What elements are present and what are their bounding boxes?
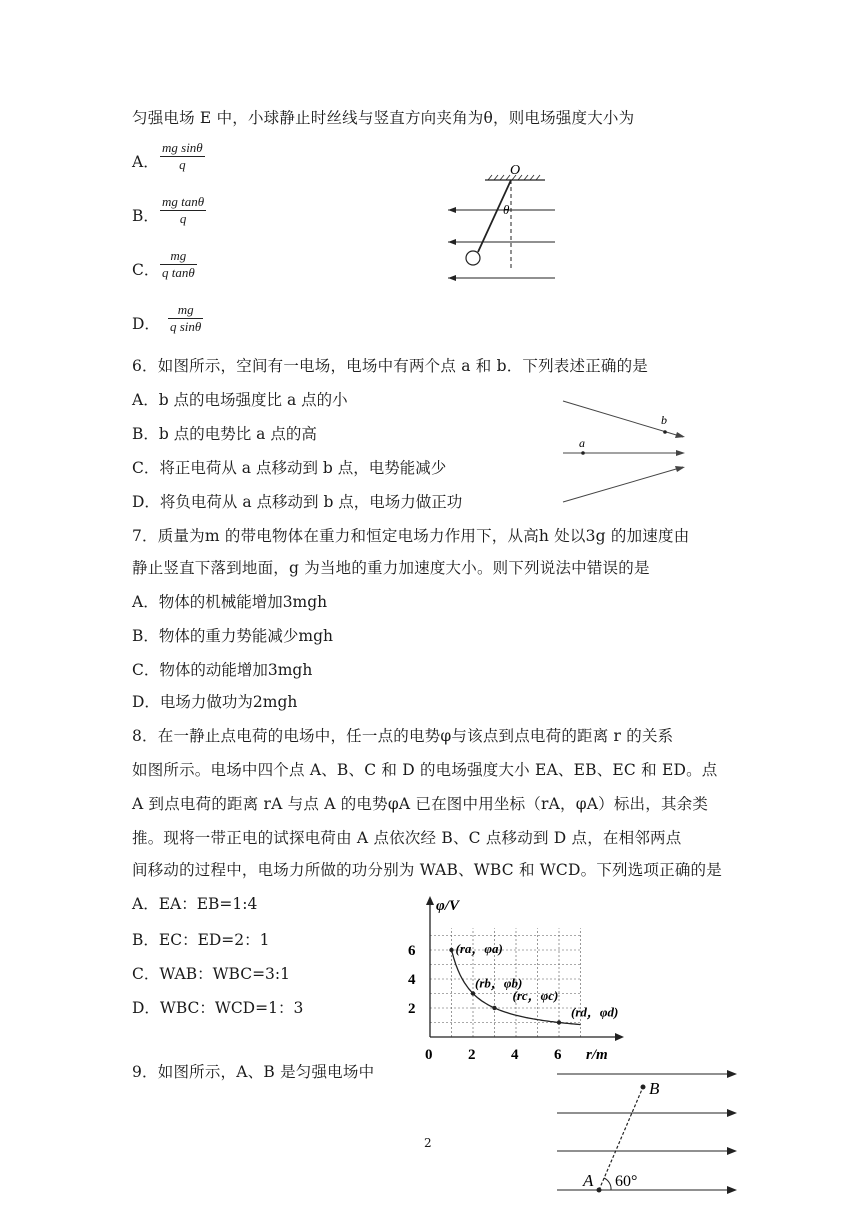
q8-option-b: B．EC：ED=2：1 xyxy=(132,931,270,949)
x-axis-arrow xyxy=(615,1033,624,1041)
data-point-label: (rb，φb) xyxy=(475,975,523,991)
q5-pendulum-figure xyxy=(440,160,570,290)
q9-field-figure xyxy=(555,1060,745,1212)
q6-field-line-bottom xyxy=(563,467,683,502)
q5-option-c-numerator: mg xyxy=(160,248,197,265)
q6-stem: 6．如图所示，空间有一电场，电场中有两个点 a 和 b．下列表述正确的是 xyxy=(132,357,649,375)
q8-stem-line1: 8．在一静止点电荷的电场中，任一点的电势φ与该点到点电荷的距离 r 的关系 xyxy=(132,727,674,745)
q9-arrow-4 xyxy=(727,1186,737,1194)
q5-option-d-numerator: mg xyxy=(168,302,203,319)
q5-option-a-denominator: q xyxy=(179,157,186,172)
point-a-label: a xyxy=(579,436,585,450)
data-point xyxy=(492,1006,496,1010)
x-tick-label: 2 xyxy=(468,1047,476,1063)
q6-option-b: B．b 点的电势比 a 点的高 xyxy=(132,425,317,443)
q5-option-c-label: C． xyxy=(132,261,160,279)
q5-option-a-numerator: mg sinθ xyxy=(162,140,203,155)
y-axis-arrow xyxy=(426,896,434,905)
q9-arrow-2 xyxy=(727,1109,737,1117)
field-arrow-2 xyxy=(448,239,456,245)
q8-potential-chart xyxy=(400,892,640,1070)
q5-option-a-label: A． xyxy=(132,153,159,171)
q8-stem-line2: 如图所示。电场中四个点 A、B、C 和 D 的电场强度大小 EA、EB、EC 和 ED。点 xyxy=(132,761,718,779)
point-b-dot xyxy=(663,430,667,434)
q5-option-d-denominator: q sinθ xyxy=(170,319,202,334)
q7-option-d: D．电场力做功为2mgh xyxy=(132,693,298,711)
x-tick-label: 4 xyxy=(511,1047,519,1063)
field-arrow-3 xyxy=(448,275,456,281)
y-tick-label: 2 xyxy=(408,1001,416,1017)
point-b-dot xyxy=(641,1085,646,1090)
ball-circle xyxy=(466,251,480,265)
y-tick-label: 4 xyxy=(408,972,416,988)
q7-option-a: A．物体的机械能增加3mgh xyxy=(132,593,328,611)
angle-label: θ xyxy=(503,202,510,217)
q9-arrow-3 xyxy=(727,1147,737,1155)
point-a-label: A xyxy=(583,1171,594,1190)
q5-option-b-fraction xyxy=(160,194,206,227)
q5-option-b-label: B． xyxy=(132,207,159,225)
data-point-label: (rd，φd) xyxy=(571,1004,619,1020)
q5-stem: 匀强电场 E 中，小球静止时丝线与竖直方向夹角为θ，则电场强度大小为 xyxy=(132,109,635,127)
q5-option-c-fraction xyxy=(160,248,197,281)
q6-option-d: D．将负电荷从 a 点移动到 b 点，电场力做正功 xyxy=(132,493,463,511)
q9-stem: 9．如图所示，A、B 是匀强电场中 xyxy=(132,1063,375,1081)
q8-option-a: A．EA：EB=1:4 xyxy=(132,895,258,913)
q8-stem-line4: 推。现将一带正电的试探电荷由 A 点依次经 B、C 点移动到 D 点，在相邻两点 xyxy=(132,829,682,847)
angle-arc xyxy=(604,1178,611,1190)
q7-stem-line1: 7．质量为m 的带电物体在重力和恒定电场力作用下，从高h 处以3g 的加速度由 xyxy=(132,527,690,545)
q9-arrow-1 xyxy=(727,1070,737,1078)
point-a-dot xyxy=(597,1188,602,1193)
q7-option-b: B．物体的重力势能减少mgh xyxy=(132,627,333,645)
q7-stem-line2: 静止竖直下落到地面，g 为当地的重力加速度大小。则下列说法中错误的是 xyxy=(132,559,650,577)
page-number: 2 xyxy=(424,1136,432,1150)
point-a-dot xyxy=(581,451,585,455)
q6-arrow-bottom xyxy=(675,466,685,472)
q5-option-c-denominator: q tanθ xyxy=(162,265,195,280)
q6-arrow-top xyxy=(675,432,685,438)
pivot-label: O xyxy=(510,163,521,178)
q5-option-b-numerator: mg tanθ xyxy=(162,194,205,209)
x-tick-label: 0 xyxy=(425,1047,433,1063)
y-tick-label: 6 xyxy=(408,943,416,959)
q8-option-c: C．WAB：WBC=3:1 xyxy=(132,965,291,983)
q6-arrow-middle xyxy=(676,450,685,456)
q6-field-figure xyxy=(555,395,690,505)
data-point-label: (ra，φa) xyxy=(455,941,503,956)
data-point-label: (rc，φc) xyxy=(512,988,559,1003)
point-b-label: B xyxy=(649,1079,660,1098)
q5-option-d-fraction xyxy=(168,302,203,335)
q8-stem-line5: 间移动的过程中，电场力所做的功分别为 WAB、WBC 和 WCD。下列选项正确的是 xyxy=(132,861,722,879)
q6-option-c: C．将正电荷从 a 点移动到 b 点，电势能减少 xyxy=(132,459,447,477)
q7-option-c: C．物体的动能增加3mgh xyxy=(132,661,313,679)
y-axis-label: φ/V xyxy=(436,898,459,914)
x-axis-label: r/m xyxy=(586,1047,608,1063)
point-b-label: b xyxy=(661,413,667,427)
q8-option-d: D．WBC：WCD=1：3 xyxy=(132,999,304,1017)
x-tick-label: 6 xyxy=(554,1047,562,1063)
q5-option-a-fraction xyxy=(160,140,205,173)
q8-stem-line3: A 到点电荷的距离 rA 与点 A 的电势φA 已在图中用坐标（rA，φA）标出，其余类 xyxy=(132,795,709,813)
data-point xyxy=(471,991,475,995)
data-point xyxy=(557,1020,561,1024)
field-arrow-1 xyxy=(448,207,456,213)
q6-option-a: A．b 点的电场强度比 a 点的小 xyxy=(132,391,348,409)
q5-option-d-label: D． xyxy=(132,315,160,333)
data-point xyxy=(449,948,453,952)
q5-option-b-denominator: q xyxy=(179,211,187,226)
angle-label: 60° xyxy=(615,1173,638,1190)
chart-points xyxy=(449,941,618,1025)
